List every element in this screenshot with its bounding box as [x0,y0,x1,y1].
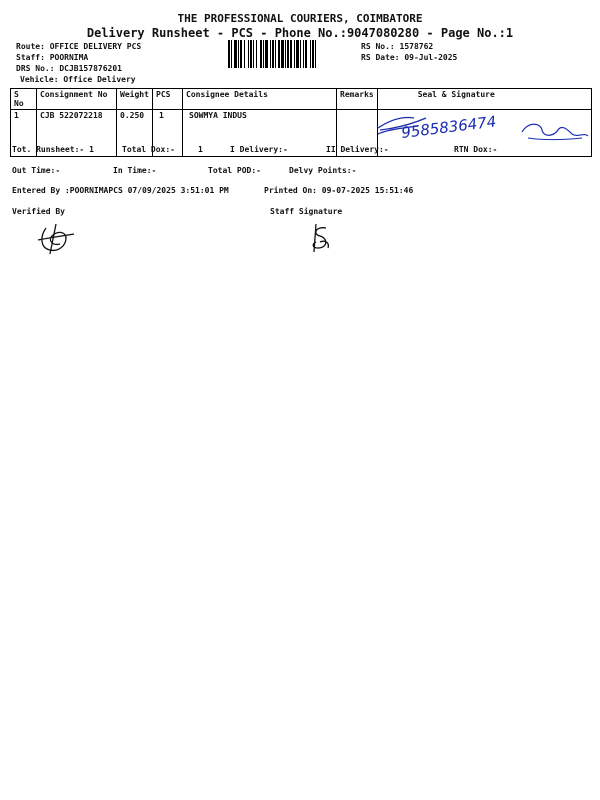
staff-signature [306,222,338,254]
receiver-signature [372,104,594,150]
vehicle-label: Vehicle: Office Delivery [20,75,136,84]
company-name: THE PROFESSIONAL COURIERS, COIMBATORE [177,12,423,25]
in-time: In Time:- [113,166,157,175]
route-label: Route: OFFICE DELIVERY PCS [16,42,142,51]
out-time: Out Time:- [12,166,61,175]
col-header-sno: S No [11,89,37,110]
col-header-consignment: Consignment No [37,89,117,110]
staff-signature-label: Staff Signature [270,207,343,216]
total-pod: Total POD:- [208,166,261,175]
tot-runsheet: Tot. Runsheet:- 1 [12,145,94,154]
cell-consignee: SOWMYA INDUS [183,110,337,157]
printed-on: Printed On: 09-07-2025 15:51:46 [264,186,414,195]
drs-number: DRS No.: DCJB157876201 [16,64,122,73]
rs-number: RS No.: 1578762 [361,42,434,51]
rs-date: RS Date: 09-Jul-2025 [361,53,458,62]
cell-sno: 1 [11,110,37,157]
total-dox-label: Total Dox:- [122,145,175,154]
i-delivery: I Delivery:- [230,145,288,154]
staff-label: Staff: POORNIMA [16,53,89,62]
cell-weight: 0.250 [117,110,153,157]
barcode [228,40,352,68]
ii-delivery: II Delivery:- [326,145,389,154]
col-header-consignee: Consignee Details [183,89,337,110]
cell-consignment: CJB 522072218 [37,110,117,157]
verifier-signature [36,222,76,256]
handwritten-phone: 9585836474 [400,112,498,142]
entered-by: Entered By :POORNIMAPCS 07/09/2025 3:51:01 PM [12,186,229,195]
delvy-points: Delvy Points:- [289,166,357,175]
col-header-remarks: Remarks [337,89,378,110]
rtn-dox: RTN Dox:- [454,145,498,154]
cell-pcs: 1 [153,110,183,157]
col-header-pcs: PCS [153,89,183,110]
total-dox-value: 1 [198,145,203,154]
sheet-title: Delivery Runsheet - PCS - Phone No.:9047080280 - Page No.:1 [86,26,514,40]
col-header-seal: Seal & Signature [377,89,591,110]
col-header-weight: Weight [117,89,153,110]
verified-by-label: Verified By [12,207,65,216]
